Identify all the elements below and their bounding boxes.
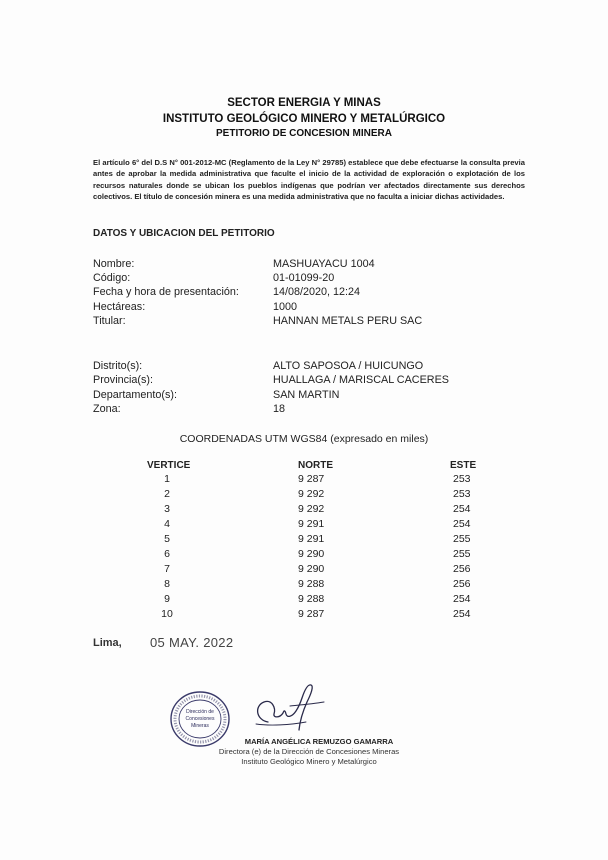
provincia-value: HUALLAGA / MARISCAL CACERES	[273, 374, 450, 386]
zona-value: 18	[273, 403, 286, 415]
seal-line-2: Concesiones	[185, 716, 215, 722]
nombre-value: MASHUAYACU 1004	[273, 258, 375, 270]
cell-vertice: 5	[164, 533, 170, 545]
departamento-value: SAN MARTIN	[273, 389, 340, 401]
cell-vertice: 10	[161, 608, 173, 620]
signatory-role: Directora (e) de la Dirección de Concesiones Mineras	[218, 747, 400, 756]
header-sector: SECTOR ENERGIA Y MINAS	[227, 97, 381, 109]
column-header-este: ESTE	[450, 460, 477, 471]
titular-label: Titular:	[93, 315, 126, 327]
signatory-name: MARÍA ANGÉLICA REMUZGO GAMARRA	[244, 737, 394, 746]
seal-line-3: Mineras	[191, 723, 209, 729]
cell-vertice: 6	[164, 548, 170, 560]
cell-norte: 9 292	[298, 503, 325, 515]
cell-vertice: 4	[164, 518, 170, 530]
cell-este: 256	[453, 563, 471, 575]
header-institute: INSTITUTO GEOLÓGICO MINERO Y METALÚRGICO	[162, 113, 446, 125]
codigo-value: 01-01099-20	[273, 272, 335, 284]
hectareas-value: 1000	[273, 301, 298, 313]
place-label: Lima,	[93, 637, 122, 649]
cell-este: 254	[453, 593, 471, 605]
cell-norte: 9 291	[298, 533, 325, 545]
cell-vertice: 7	[164, 563, 170, 575]
provincia-label: Provincia(s):	[93, 374, 153, 386]
cell-norte: 9 291	[298, 518, 325, 530]
cell-este: 253	[453, 473, 471, 485]
fecha-label: Fecha y hora de presentación:	[93, 286, 239, 298]
cell-este: 255	[453, 533, 471, 545]
handwritten-signature-icon	[250, 680, 340, 735]
issue-date-stamp: 05 MAY. 2022	[150, 635, 234, 650]
cell-vertice: 8	[164, 578, 170, 590]
cell-vertice: 3	[164, 503, 170, 515]
coordinates-title: COORDENADAS UTM WGS84 (expresado en miles)	[179, 433, 429, 445]
cell-norte: 9 287	[298, 608, 325, 620]
column-header-norte: NORTE	[298, 460, 333, 471]
seal-line-1: Dirección de	[186, 709, 214, 715]
nombre-label: Nombre:	[93, 258, 135, 270]
section-title: DATOS Y UBICACION DEL PETITORIO	[93, 228, 275, 239]
cell-vertice: 2	[164, 488, 170, 500]
departamento-label: Departamento(s):	[93, 389, 178, 401]
hectareas-label: Hectáreas:	[93, 301, 146, 313]
cell-este: 254	[453, 503, 471, 515]
cell-norte: 9 287	[298, 473, 325, 485]
cell-norte: 9 292	[298, 488, 325, 500]
cell-este: 255	[453, 548, 471, 560]
cell-este: 254	[453, 608, 471, 620]
cell-vertice: 9	[164, 593, 170, 605]
cell-vertice: 1	[164, 473, 170, 485]
fecha-value: 14/08/2020, 12:24	[273, 286, 361, 298]
cell-este: 253	[453, 488, 471, 500]
header-document-type: PETITORIO DE CONCESION MINERA	[216, 128, 392, 139]
cell-norte: 9 290	[298, 563, 325, 575]
cell-este: 256	[453, 578, 471, 590]
signatory-institution: Instituto Geológico Minero y Metalúrgico	[241, 757, 377, 766]
codigo-label: Código:	[93, 272, 131, 284]
zona-label: Zona:	[93, 403, 121, 415]
cell-norte: 9 290	[298, 548, 325, 560]
cell-norte: 9 288	[298, 578, 325, 590]
distrito-label: Distrito(s):	[93, 360, 143, 372]
column-header-vertice: VERTICE	[147, 460, 191, 471]
cell-norte: 9 288	[298, 593, 325, 605]
titular-value: HANNAN METALS PERU SAC	[273, 315, 423, 327]
intro-paragraph: El artículo 6° del D.S N° 001-2012-MC (Reglamento de la Ley N° 29785) establece que debe efectuarse la consulta previa antes de aprobar la medida administrativa que faculte el inicio de la actividad de exploración o explotación de los recursos naturales donde se ubican los pueblos indígenas que podrían ver afectados directamente sus derechos colectivos. El título de concesión minera es una medida administrativa que no faculta a iniciar dichas actividades.	[93, 158, 525, 202]
distrito-value: ALTO SAPOSOA / HUICUNGO	[273, 360, 424, 372]
cell-este: 254	[453, 518, 471, 530]
